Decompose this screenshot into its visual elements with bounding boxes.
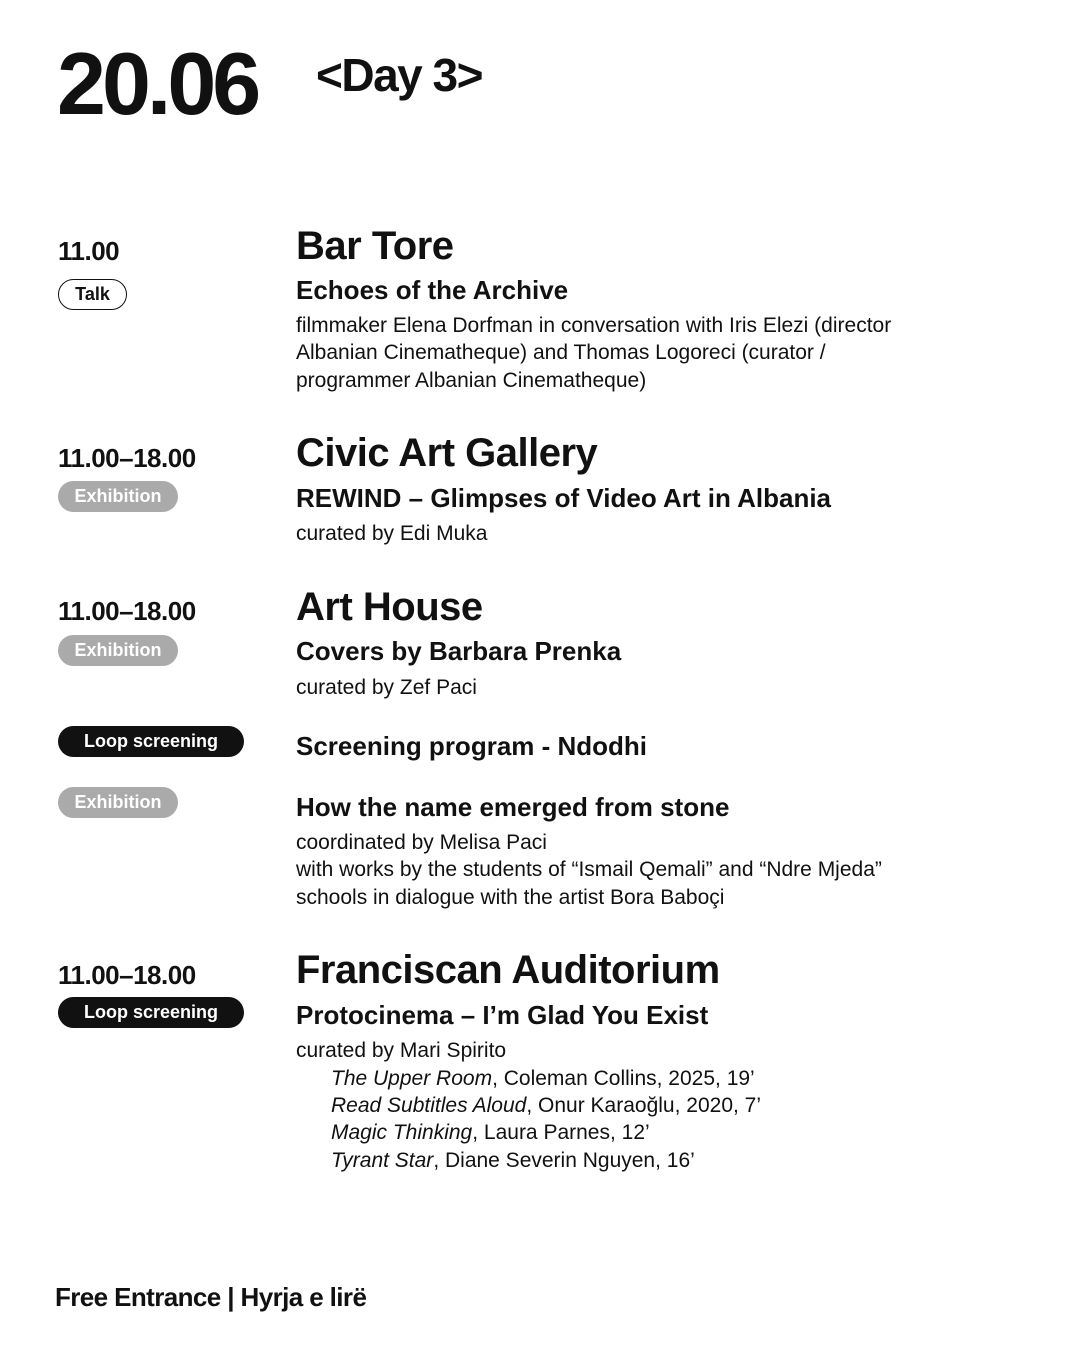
work-item: Read Subtitles Aloud, Onur Karaoğlu, 2020, 7’ (331, 1094, 762, 1118)
tag-loop-screening: Loop screening (58, 997, 244, 1028)
works-list (331, 1065, 761, 1174)
venue-name: Franciscan Auditorium (296, 948, 720, 992)
work-item: Tyrant Star, Diane Severin Nguyen, 16’ (331, 1148, 695, 1172)
event-title: REWIND – Glimpses of Video Art in Albania (296, 483, 832, 513)
footer-free-entrance: Free Entrance | Hyrja e lirë (55, 1282, 367, 1312)
event-title: Covers by Barbara Prenka (296, 636, 622, 666)
tag-exhibition: Exhibition (58, 635, 178, 666)
event-description: coordinated by Melisa Paci with works by the students of “Ismail Qemali” and “Ndre Mjeda” schools in dialogue with the artist Bora Baboçi (296, 831, 882, 909)
venue-name: Bar Tore (296, 224, 454, 268)
tag-exhibition: Exhibition (58, 481, 178, 512)
event-time: 11.00–18.00 (58, 443, 196, 473)
event-time: 11.00–18.00 (58, 960, 196, 990)
event-description: curated by Edi Muka (296, 522, 488, 545)
event-title: How the name emerged from stone (296, 792, 730, 822)
event-description: curated by Zef Paci (296, 676, 477, 699)
event-description: filmmaker Elena Dorfman in conversation with Iris Elezi (director Albanian Cinematheque) and Thomas Logoreci (curator / programmer Albanian Cinematheque) (296, 314, 892, 392)
venue-name: Civic Art Gallery (296, 431, 598, 475)
tag-talk: Talk (58, 279, 127, 310)
tag-loop-screening: Loop screening (58, 726, 244, 757)
event-time: 11.00–18.00 (58, 596, 196, 626)
tag-exhibition: Exhibition (58, 787, 178, 818)
event-title: Screening program - Ndodhi (296, 731, 648, 761)
event-description: curated by Mari Spirito (296, 1039, 507, 1062)
event-time: 11.00 (58, 236, 120, 266)
work-item: Magic Thinking, Laura Parnes, 12’ (331, 1121, 650, 1145)
venue-name: Art House (296, 585, 483, 629)
date-heading: 20.06 (57, 34, 258, 133)
event-title: Echoes of the Archive (296, 275, 569, 305)
work-item: The Upper Room, Coleman Collins, 2025, 19’ (331, 1067, 755, 1090)
event-title: Protocinema – I’m Glad You Exist (296, 1000, 709, 1030)
day-label: <Day 3> (316, 49, 482, 101)
